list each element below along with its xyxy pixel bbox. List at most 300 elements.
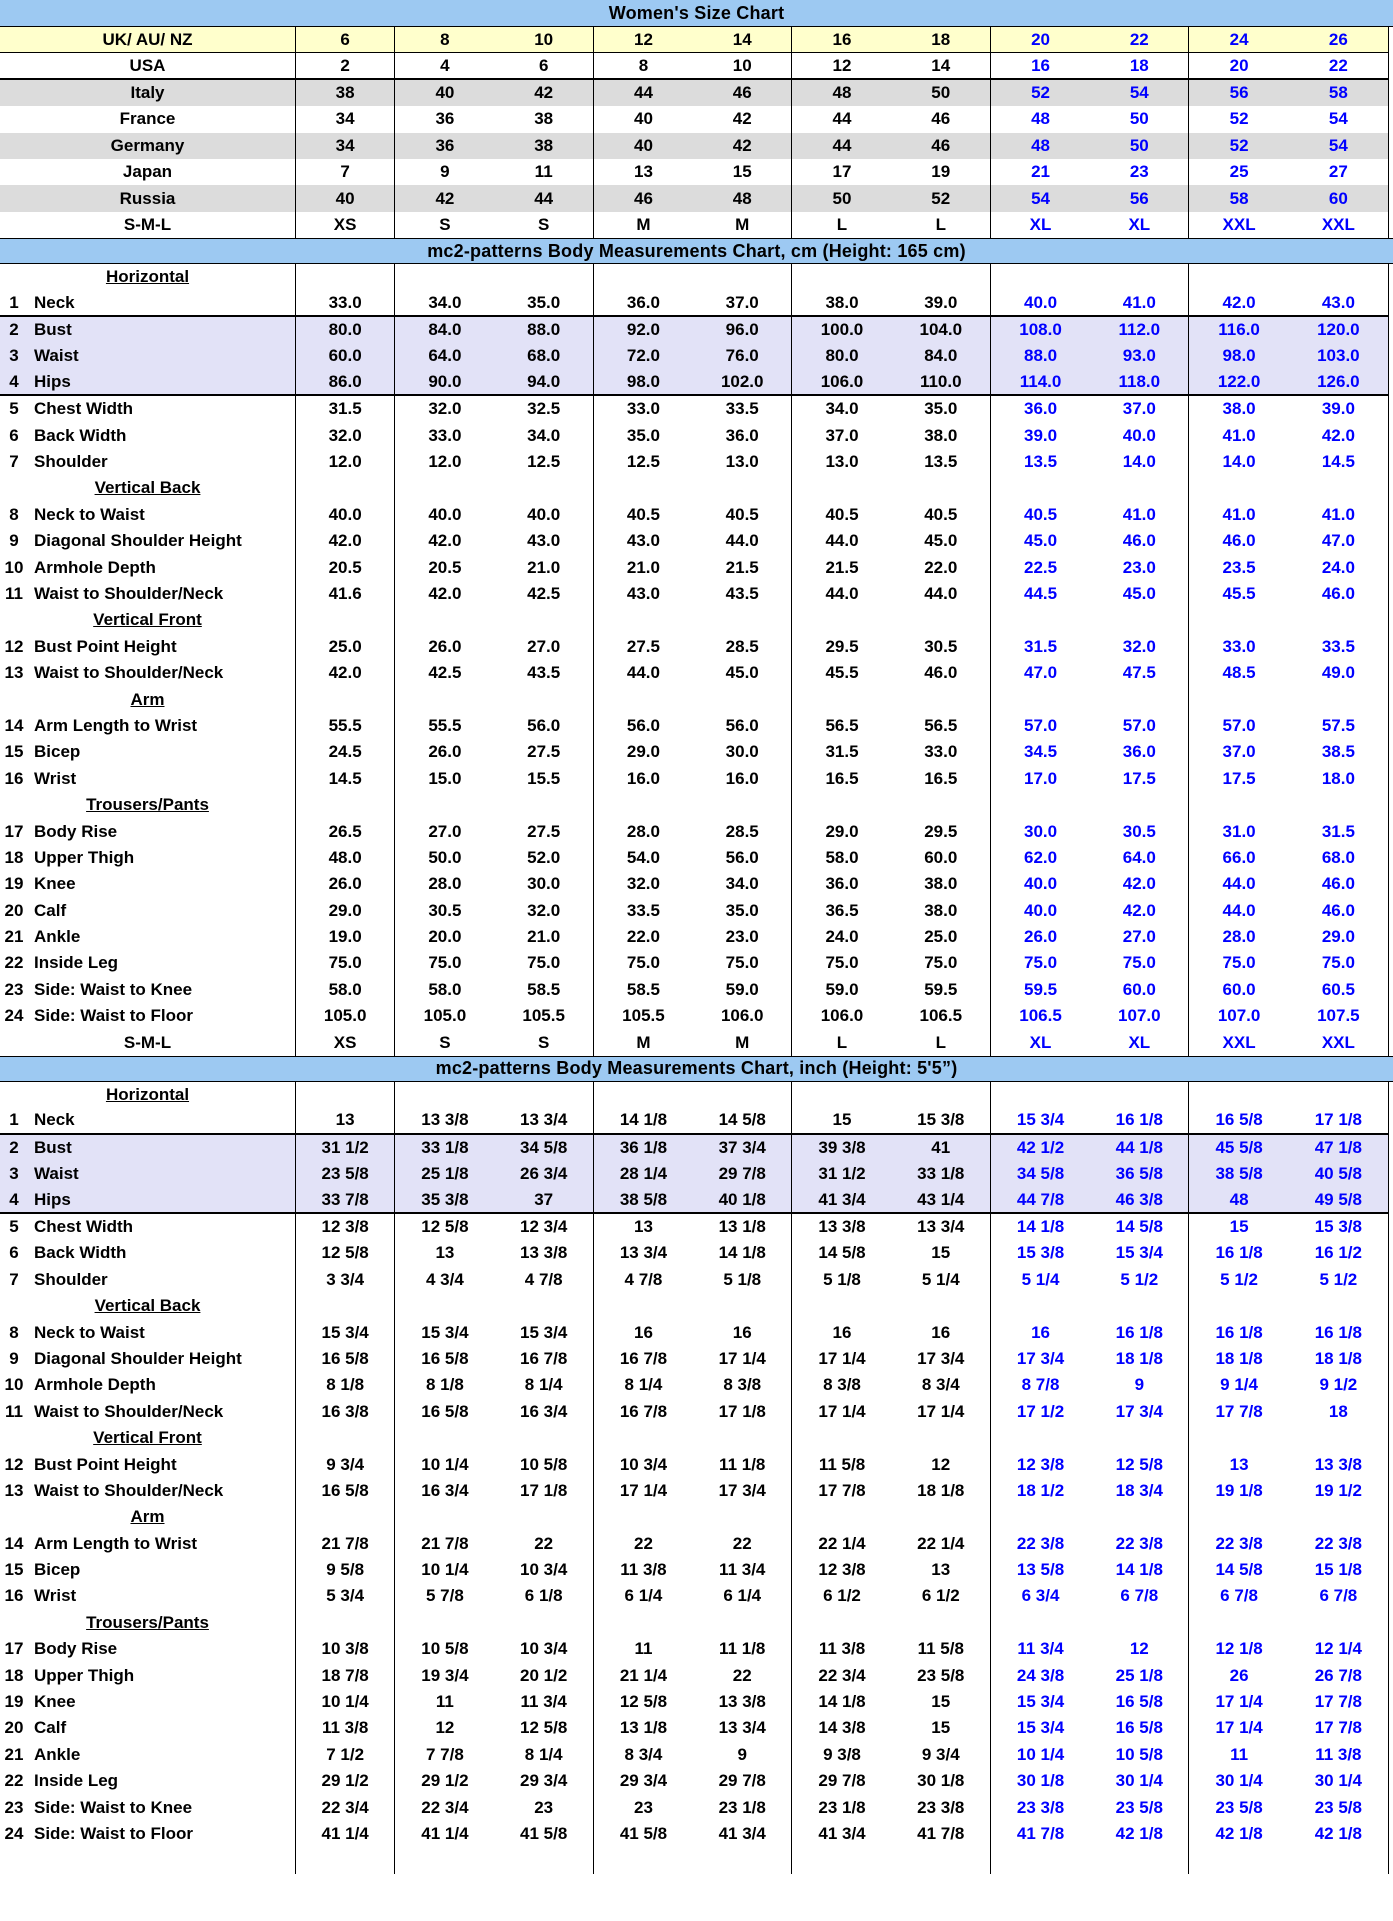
cell-value: 7 7/8 <box>425 1744 464 1764</box>
cell-value: 16 3/4 <box>421 1480 469 1500</box>
cell-value: 43.0 <box>495 528 594 554</box>
cell-value: 42.0 <box>296 528 395 554</box>
cell-value: 23 1/8 <box>818 1797 866 1817</box>
cell-value: 12 5/8 <box>421 1216 469 1236</box>
row-label <box>0 950 296 976</box>
empty-cell <box>395 686 494 712</box>
cell-value: 13.0 <box>693 449 792 475</box>
cell-value: 31.5 <box>1321 821 1355 841</box>
table-row <box>0 977 1389 1003</box>
cell-value: 46.0 <box>1090 528 1189 554</box>
row-label <box>0 212 296 238</box>
cell-value: 24 3/8 <box>1016 1665 1065 1685</box>
cell-value: 6 1/8 <box>495 1583 594 1609</box>
empty-cell <box>296 264 395 290</box>
cell-value: M <box>693 212 792 238</box>
cell-value: 42.5 <box>428 663 462 683</box>
empty-cell <box>1189 792 1288 818</box>
empty-cell <box>693 1847 792 1873</box>
row-number: 7 <box>9 452 19 472</box>
cell-value: 16.0 <box>693 766 792 792</box>
empty-cell <box>1289 607 1388 633</box>
cell-value: 17 1/4 <box>818 1401 866 1421</box>
table-row <box>0 185 1389 211</box>
cell-value: 86.0 <box>296 370 395 394</box>
row-label-text: Hips <box>34 1189 71 1209</box>
cell-value: 43 1/4 <box>892 1187 991 1211</box>
table-row <box>0 766 1389 792</box>
empty-cell <box>594 607 693 633</box>
row-number: 16 <box>4 1586 24 1606</box>
cell-value: 45.5 <box>1222 584 1256 603</box>
cell-value: 30.5 <box>428 900 462 920</box>
row-label <box>0 291 296 315</box>
empty-cell <box>296 686 395 712</box>
cell-value: 29 3/4 <box>495 1768 594 1794</box>
row-label-text: Waist to Shoulder/Neck <box>34 1480 224 1500</box>
empty-cell <box>1189 1610 1288 1636</box>
cell-value: 41 3/4 <box>693 1821 792 1847</box>
cell-value: 44.0 <box>825 531 859 551</box>
row-label <box>0 1003 296 1029</box>
row-number: 8 <box>9 1322 19 1342</box>
cell-value: 44.0 <box>1222 900 1256 920</box>
cell-value: 36 1/8 <box>619 1137 668 1157</box>
cell-value: 38.0 <box>1222 399 1256 419</box>
row-label-text: UK/ AU/ NZ <box>102 29 193 49</box>
empty-cell <box>991 1293 1090 1319</box>
table-row <box>0 502 1389 528</box>
cell-value: 88.0 <box>1023 346 1058 366</box>
cell-value: 18 1/8 <box>1314 1348 1362 1368</box>
cell-value: 5 1/2 <box>1220 1269 1258 1289</box>
empty-cell <box>1090 607 1189 633</box>
cell-value: 22 3/8 <box>1016 1533 1065 1553</box>
cell-value: 42 1/8 <box>1090 1821 1189 1847</box>
row-label-text: Ankle <box>34 927 81 947</box>
cell-value: 88.0 <box>495 317 594 343</box>
cell-value: 40 <box>633 135 653 155</box>
cell-value: 12 3/8 <box>1016 1454 1065 1474</box>
row-label-text: Hips <box>34 371 71 391</box>
empty-cell <box>495 607 594 633</box>
cell-value: 9 <box>693 1742 792 1768</box>
table-row <box>0 871 1389 897</box>
cell-value: 14 5/8 <box>693 1108 792 1132</box>
table-row <box>0 1293 1389 1319</box>
row-label-text: Bicep <box>34 742 81 762</box>
cell-value: 18.0 <box>1321 768 1355 788</box>
row-label-text: Armhole Depth <box>34 557 156 577</box>
cell-value: 15 3/4 <box>1090 1240 1189 1266</box>
empty-cell <box>1289 1082 1388 1108</box>
cell-value: 46 <box>892 106 991 132</box>
section-label-text: Horizontal <box>105 267 190 287</box>
empty-cell <box>594 1847 693 1873</box>
cell-value: 17 1/4 <box>693 1346 792 1372</box>
row-label-text: Waist to Shoulder/Neck <box>34 584 224 603</box>
cell-value: 50 <box>832 188 852 208</box>
table-row <box>0 1583 1389 1609</box>
cell-value: XXL <box>1321 214 1355 234</box>
table-row <box>0 80 1389 106</box>
empty-cell <box>792 1082 891 1108</box>
row-label-text: France <box>119 109 176 129</box>
row-number: 21 <box>4 1744 24 1764</box>
cell-value: 13 3/4 <box>495 1108 594 1132</box>
empty-cell <box>495 475 594 501</box>
row-label <box>0 871 296 897</box>
cell-value: 10 1/4 <box>296 1689 395 1715</box>
row-label <box>0 1451 296 1477</box>
empty-cell <box>792 792 891 818</box>
cell-value: 25.0 <box>296 634 395 660</box>
cell-value: 14 1/8 <box>693 1240 792 1266</box>
table-row <box>0 1240 1389 1266</box>
empty-cell <box>594 792 693 818</box>
row-number: 21 <box>4 927 24 947</box>
cell-value: 37 <box>495 1187 594 1211</box>
section-label <box>0 264 296 290</box>
cell-value: 122.0 <box>1217 371 1261 391</box>
row-number: 23 <box>4 979 24 999</box>
row-number: 9 <box>9 531 19 551</box>
row-label <box>0 133 296 159</box>
cell-value: 16 1/8 <box>1090 1108 1189 1132</box>
empty-cell <box>792 1847 891 1873</box>
row-label-text: Germany <box>110 135 185 155</box>
cell-value: 60.0 <box>296 343 395 369</box>
cell-value: 30 1/4 <box>1215 1771 1263 1791</box>
cell-value: 3 3/4 <box>296 1267 395 1293</box>
row-label <box>0 1346 296 1372</box>
row-number: 1 <box>9 292 19 312</box>
cell-value: 13 3/8 <box>818 1216 866 1236</box>
cell-value: 39.0 <box>892 291 991 315</box>
cell-value: 41 5/8 <box>619 1823 668 1843</box>
cell-value: 38.5 <box>1321 742 1355 762</box>
empty-cell <box>892 607 991 633</box>
empty-cell <box>693 1293 792 1319</box>
cell-value: 12 5/8 <box>619 1692 668 1712</box>
cell-value: 60.0 <box>1090 977 1189 1003</box>
cell-value: 28 1/4 <box>619 1164 668 1184</box>
cell-value: 12 3/8 <box>296 1214 395 1240</box>
cell-value: 42 1/2 <box>1016 1137 1065 1157</box>
empty-cell <box>991 1082 1090 1108</box>
row-number: 14 <box>4 1533 24 1553</box>
cell-value: L <box>892 212 991 238</box>
cell-value: 30 1/8 <box>892 1768 991 1794</box>
empty-cell <box>594 1082 693 1108</box>
cell-value: 14.5 <box>1321 452 1355 472</box>
empty-cell <box>1090 475 1189 501</box>
row-label-text: Armhole Depth <box>34 1375 156 1395</box>
cell-value: 17 3/4 <box>1016 1348 1065 1368</box>
section-label <box>0 1425 296 1451</box>
empty-cell <box>892 1082 991 1108</box>
cell-value: 41 7/8 <box>892 1821 991 1847</box>
cell-value: 68.0 <box>495 343 594 369</box>
empty-cell <box>892 1847 991 1873</box>
cell-value: 58 <box>1229 188 1249 208</box>
table-row <box>0 1267 1389 1293</box>
cell-value: 6 1/2 <box>823 1586 861 1606</box>
cell-value: 59.0 <box>693 977 792 1003</box>
cell-value: 40 1/8 <box>693 1187 792 1211</box>
cell-value: 32.0 <box>626 874 660 894</box>
cell-value: 15 3/4 <box>1016 1718 1065 1738</box>
cell-value: 114.0 <box>1019 371 1062 391</box>
cell-value: 36.0 <box>626 292 660 312</box>
cell-value: 92.0 <box>626 320 660 340</box>
cell-value: 16 3/8 <box>296 1399 395 1425</box>
row-label <box>0 766 296 792</box>
cell-value: 40.0 <box>1023 874 1058 894</box>
cell-value: 9 <box>1090 1372 1189 1398</box>
cell-value: 13.0 <box>825 452 859 472</box>
cell-value: 40.5 <box>693 502 792 528</box>
empty-cell <box>991 686 1090 712</box>
cell-value: 34.0 <box>428 292 462 312</box>
cell-value: 34 5/8 <box>495 1135 594 1161</box>
cell-value: 76.0 <box>693 343 792 369</box>
cell-value: 11 1/8 <box>693 1451 792 1477</box>
row-label <box>0 1794 296 1820</box>
table-row <box>0 1029 1389 1055</box>
cell-value: 30.0 <box>693 739 792 765</box>
empty-cell <box>792 686 891 712</box>
row-label <box>0 1029 296 1055</box>
cell-value: 6 7/8 <box>1319 1586 1358 1606</box>
table-row <box>0 1821 1389 1847</box>
cell-value: 30 1/8 <box>1016 1771 1065 1791</box>
row-number: 14 <box>4 715 24 735</box>
cell-value: 12 5/8 <box>495 1715 594 1741</box>
cell-value: 105.0 <box>423 1006 467 1026</box>
cell-value: 17 7/8 <box>1314 1718 1362 1738</box>
cell-value: 42 1/8 <box>1215 1823 1263 1843</box>
cell-value: 37 3/4 <box>693 1135 792 1161</box>
cell-value: 16 1/8 <box>1090 1319 1189 1345</box>
cell-value: 46 <box>892 133 991 159</box>
row-label-text: Body Rise <box>34 1639 118 1659</box>
table-row <box>0 1187 1389 1213</box>
cell-value: 29.0 <box>825 821 859 841</box>
cell-value: 5 1/4 <box>1021 1269 1060 1289</box>
cell-value: 43.5 <box>693 581 792 607</box>
cell-value: 15 <box>832 1110 852 1130</box>
cell-value: 4 7/8 <box>624 1269 663 1289</box>
row-label-text: Wrist <box>34 768 77 788</box>
cell-value: 21 1/4 <box>619 1665 668 1685</box>
cell-value: 5 1/4 <box>892 1267 991 1293</box>
row-label <box>0 634 296 660</box>
cell-value: 15.0 <box>428 768 462 788</box>
empty-cell <box>991 607 1090 633</box>
cell-value: 6 <box>296 27 395 52</box>
empty-cell <box>495 264 594 290</box>
row-number: 2 <box>9 1137 19 1157</box>
cell-value: 18 3/4 <box>1090 1478 1189 1504</box>
empty-cell <box>395 607 494 633</box>
empty-cell <box>395 792 494 818</box>
cell-value: 48 <box>832 82 852 102</box>
row-label <box>0 581 296 607</box>
cell-value: 38 <box>495 133 594 159</box>
empty-cell <box>892 1425 991 1451</box>
empty-cell <box>892 1504 991 1530</box>
cell-value: 18 <box>1090 53 1189 77</box>
row-label <box>0 1689 296 1715</box>
cell-value: XL <box>1029 1032 1052 1052</box>
row-label <box>0 1715 296 1741</box>
cell-value: 29 7/8 <box>818 1771 866 1791</box>
cell-value: 41 3/4 <box>818 1823 866 1843</box>
cell-value: 40.0 <box>495 502 594 528</box>
empty-cell <box>495 1610 594 1636</box>
cell-value: 11 <box>634 1639 653 1659</box>
cell-value: 9 3/4 <box>892 1742 991 1768</box>
cell-value: 32.0 <box>428 399 462 419</box>
cell-value: 43.5 <box>495 660 594 686</box>
cell-value: 46 <box>693 80 792 106</box>
cell-value: 40.0 <box>1023 292 1058 312</box>
cell-value: 13 <box>633 1216 653 1236</box>
cell-value: 13 3/4 <box>619 1243 668 1263</box>
cell-value: 94.0 <box>495 370 594 394</box>
row-label-text: Italy <box>130 82 165 102</box>
cell-value: 33 1/8 <box>421 1137 469 1157</box>
cell-value: 42.0 <box>1321 425 1355 445</box>
row-number: 20 <box>4 1718 24 1738</box>
table-row <box>0 27 1389 53</box>
row-label-text: Arm Length to Wrist <box>34 715 198 735</box>
cell-value: 64.0 <box>1090 845 1189 871</box>
row-label-text: Inside Leg <box>34 953 119 973</box>
row-label <box>0 1372 296 1398</box>
cell-value: 39.0 <box>1023 425 1058 445</box>
cell-value: 75.0 <box>1023 953 1058 973</box>
row-number: 18 <box>4 847 24 867</box>
row-label-text: Ankle <box>34 1744 81 1764</box>
cell-value: 42.0 <box>428 584 462 603</box>
cell-value: 23 3/8 <box>1016 1797 1065 1817</box>
cell-value: 8 3/8 <box>823 1375 861 1395</box>
row-number: 8 <box>9 504 19 524</box>
empty-cell <box>594 1504 693 1530</box>
cell-value: 23 <box>1090 159 1189 185</box>
cell-value: 47.0 <box>1023 663 1058 683</box>
cell-value: 28.5 <box>693 634 792 660</box>
cell-value: 18 <box>1328 1401 1348 1421</box>
cell-value: 20.0 <box>428 927 462 947</box>
cell-value: 52 <box>1031 82 1050 102</box>
cell-value: 33.0 <box>1222 636 1256 656</box>
cell-value: 13 3/4 <box>693 1715 792 1741</box>
section-label-text: Trousers/Pants <box>86 1612 209 1632</box>
table-row <box>0 739 1389 765</box>
cell-value: 102.0 <box>693 370 792 394</box>
cell-value: 12.5 <box>495 449 594 475</box>
cell-value: 30.0 <box>495 871 594 897</box>
cell-value: 8 3/8 <box>693 1372 792 1398</box>
cell-value: 14 5/8 <box>1215 1560 1263 1580</box>
cell-value: XXL <box>1222 214 1256 234</box>
table-row <box>0 396 1389 422</box>
cell-value: 33 1/8 <box>892 1161 991 1187</box>
cell-value: 21 7/8 <box>296 1530 395 1556</box>
row-label-text: Bust <box>34 1137 72 1157</box>
cell-value: 36.5 <box>825 900 859 920</box>
cell-value: M <box>636 1032 651 1052</box>
cell-value: 36 <box>435 109 455 129</box>
cell-value: 10 5/8 <box>1090 1742 1189 1768</box>
cell-value: 48 <box>1229 1189 1249 1209</box>
cell-value: 12 1/4 <box>1314 1639 1362 1659</box>
cell-value: 47 1/8 <box>1314 1137 1362 1157</box>
row-label <box>0 1742 296 1768</box>
cell-value: 23 5/8 <box>1215 1797 1263 1817</box>
cell-value: 75.0 <box>693 950 792 976</box>
cell-value: 35 3/8 <box>421 1189 469 1209</box>
row-label <box>0 1583 296 1609</box>
table-row <box>0 924 1389 950</box>
cell-value: 6 1/2 <box>892 1583 991 1609</box>
cell-value: 60.5 <box>1321 979 1355 999</box>
row-number: 5 <box>9 399 19 419</box>
empty-cell <box>594 1293 693 1319</box>
row-label <box>0 80 296 106</box>
cell-value: 44.0 <box>892 581 991 607</box>
cell-value: L <box>836 1032 848 1052</box>
row-label <box>0 106 296 132</box>
cell-value: 57.0 <box>1023 715 1058 735</box>
cell-value: 16 <box>892 1319 991 1345</box>
cell-value: 75.0 <box>1090 950 1189 976</box>
size-chart-title-bar <box>0 0 1393 27</box>
row-label <box>0 1557 296 1583</box>
cell-value: 13 <box>435 1243 455 1263</box>
empty-cell <box>296 607 395 633</box>
cell-value: 13 3/8 <box>1314 1454 1362 1474</box>
cell-value: 40.0 <box>428 504 462 524</box>
cell-value: 13 3/8 <box>495 1240 594 1266</box>
empty-cell <box>1090 1425 1189 1451</box>
cell-value: 60 <box>1328 188 1348 208</box>
cell-value: 23 5/8 <box>1314 1797 1362 1817</box>
cell-value: 44 <box>495 185 594 211</box>
cell-value: 98.0 <box>1222 346 1256 366</box>
cell-value: 56 <box>1229 82 1249 102</box>
row-label-text: Side: Waist to Floor <box>34 1823 193 1843</box>
cell-value: 26.0 <box>428 742 462 762</box>
cell-value: S <box>495 1029 594 1055</box>
cell-value: 13 1/8 <box>619 1718 668 1738</box>
cell-value: 41 3/4 <box>818 1189 866 1209</box>
cell-value: 49.0 <box>1321 663 1355 683</box>
cell-value: 8 3/4 <box>892 1372 991 1398</box>
cell-value: 13 3/8 <box>421 1110 469 1130</box>
cell-value: 22 <box>633 1533 653 1553</box>
cell-value: 58 <box>1328 82 1348 102</box>
row-number: 22 <box>4 953 24 973</box>
cell-value: 16 <box>1031 1322 1050 1342</box>
cell-value: 23 <box>633 1797 653 1817</box>
cell-value: 15 <box>892 1689 991 1715</box>
table-row <box>0 554 1389 580</box>
cell-value: 8 <box>638 55 649 75</box>
